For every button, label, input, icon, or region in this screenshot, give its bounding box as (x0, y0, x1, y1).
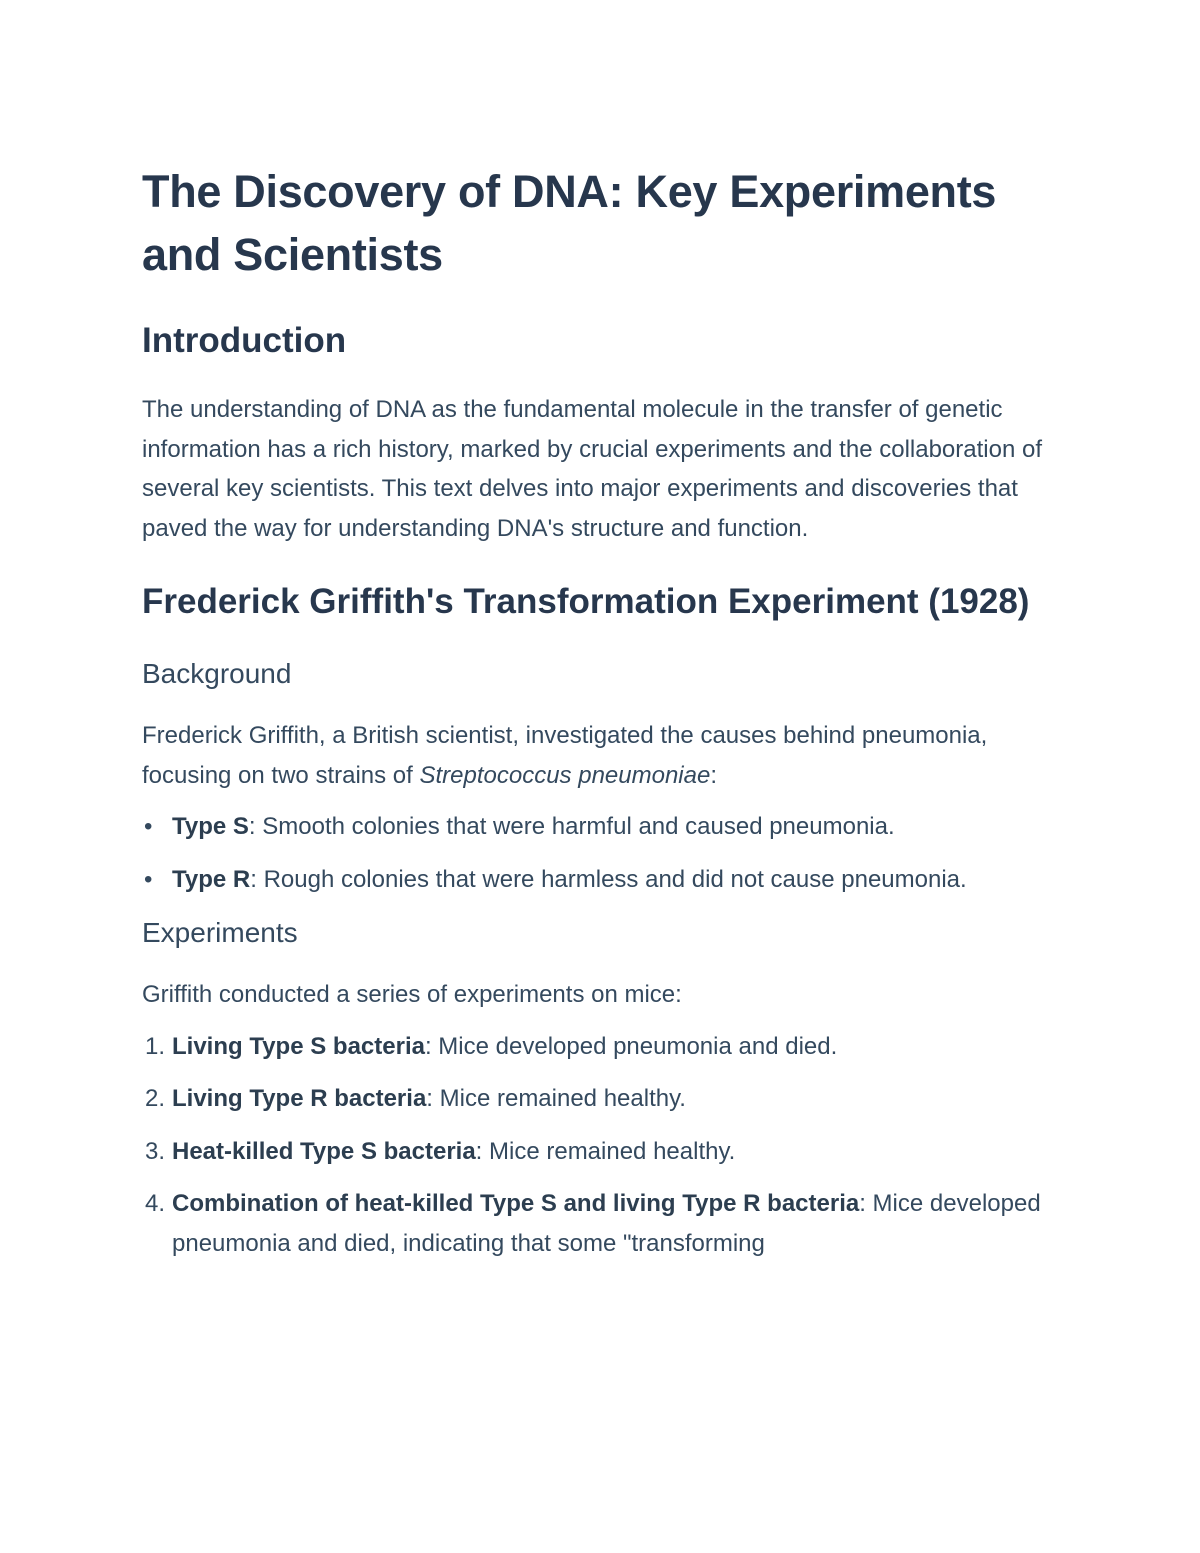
list-item (142, 1184, 1057, 1263)
strain-description: : Rough colonies that were harmless and did not cause pneumonia. (250, 865, 967, 893)
bullet-icon: • (144, 865, 153, 893)
background-paragraph (142, 716, 1057, 795)
document-page (142, 160, 1057, 1276)
step-number: 3. (145, 1137, 166, 1165)
step-description: : Mice remained healthy. (426, 1085, 686, 1112)
list-item (142, 1027, 1057, 1067)
experiments-intro: Griffith conducted a series of experiments on mice: (142, 981, 682, 1008)
strain-list (142, 807, 1057, 899)
introduction-paragraph: The understanding of DNA as the fundamental molecule in the transfer of genetic information has a rich history, marked by crucial experiments and the collaboration of several key scientists. This text delves into major experiments and discoveries that paved the way for understanding DNA's structure and function. (142, 396, 1042, 542)
step-number: 2. (145, 1085, 166, 1112)
strain-term: Type S (172, 813, 249, 840)
step-term: Living Type S bacteria (172, 1032, 425, 1060)
experiments-heading: Experiments (142, 917, 298, 948)
step-description: : Mice developed pneumonia and died. (424, 1032, 838, 1060)
introduction-heading: Introduction (142, 321, 347, 360)
list-item (142, 860, 1057, 900)
step-description: : Mice remained healthy. (475, 1137, 736, 1165)
list-item (142, 1079, 1057, 1119)
step-description: : Mice developed pneumonia and died, indicating that some "transforming (172, 1190, 1041, 1257)
step-term: Living Type R bacteria (172, 1085, 427, 1112)
bullet-icon: • (144, 813, 153, 840)
step-number: 4. (145, 1190, 166, 1217)
species-name: Streptococcus pneumoniae (419, 761, 711, 789)
experiment-steps-list (142, 1027, 1057, 1264)
list-item (142, 807, 1057, 847)
strain-term: Type R (172, 865, 251, 893)
step-number: 1. (145, 1032, 166, 1060)
list-item (142, 1132, 1057, 1172)
strain-description: : Smooth colonies that were harmful and caused pneumonia. (248, 813, 895, 840)
griffith-section-heading: Frederick Griffith's Transformation Experiment (1928) (142, 582, 1030, 621)
background-text: Frederick Griffith, a British scientist, investigated the causes behind pneumonia, focusing on two strains of (142, 722, 988, 789)
step-term: Combination of heat-killed Type S and living Type R bacteria (172, 1190, 860, 1217)
background-heading: Background (142, 658, 292, 689)
step-term: Heat-killed Type S bacteria (172, 1137, 476, 1165)
background-text-end: : (710, 761, 718, 789)
document-title: The Discovery of DNA: Key Experiments and Scientists (142, 166, 997, 280)
